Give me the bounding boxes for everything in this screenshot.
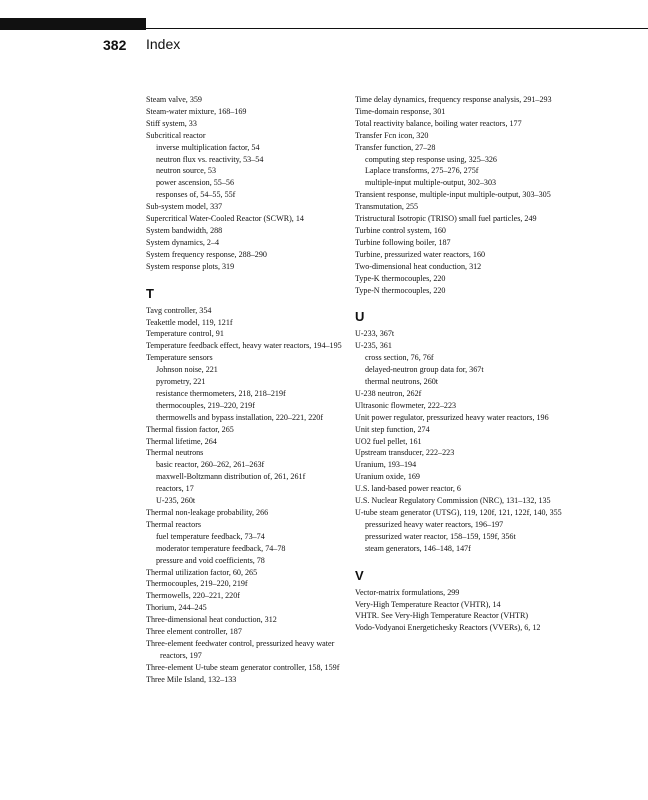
index-entry: Turbine, pressurized water reactors, 160: [355, 249, 486, 259]
index-subentry: Laplace transforms, 275–276, 275f: [365, 166, 479, 176]
index-entry: Thorium, 244–245: [146, 603, 207, 613]
index-entry: Transfer Fcn icon, 320: [355, 130, 429, 140]
index-entry: U-tube steam generator (UTSG), 119, 120f, 121, 122f, 140, 355: [355, 508, 562, 517]
index-entry: Temperature control, 91: [146, 329, 224, 339]
index-entry: Three-dimensional heat conduction, 312: [146, 615, 277, 625]
index-subentry: multiple-input multiple-output, 302–303: [365, 178, 497, 188]
index-entry: Ultrasonic flowmeter, 222–223: [355, 400, 457, 410]
index-entry: Thermal neutrons: [146, 448, 204, 458]
index-subentry: pyrometry, 221: [156, 377, 206, 387]
header-rule: [146, 28, 648, 29]
index-subentry: delayed-neutron group data for, 367t: [365, 365, 484, 375]
index-entry: Time-domain response, 301: [355, 106, 446, 116]
index-subentry: neutron source, 53: [156, 166, 217, 176]
index-subentry: moderator temperature feedback, 74–78: [156, 543, 286, 553]
index-entry: Three element controller, 187: [146, 627, 242, 637]
index-entry: Thermowells, 220–221, 220f: [146, 591, 240, 601]
index-letter-heading: V: [355, 567, 364, 583]
index-letter-heading: U: [355, 309, 365, 325]
index-entry: Turbine control system, 160: [355, 225, 446, 235]
index-subentry: power ascension, 55–56: [156, 178, 234, 188]
index-entry: U.S. Nuclear Regulatory Commission (NRC), 131–132, 135: [355, 496, 551, 506]
index-entry: Uranium, 193–194: [355, 460, 417, 470]
index-subentry: thermowells and bypass installation, 220–221, 220f: [156, 412, 324, 422]
index-entry: Type-N thermocouples, 220: [355, 285, 446, 295]
index-entry: Vector-matrix formulations, 299: [355, 587, 460, 597]
index-subentry: U-235, 260t: [156, 496, 196, 506]
index-entry: Uranium oxide, 169: [355, 472, 420, 482]
index-subentry: steam generators, 146–148, 147f: [365, 543, 471, 553]
index-entry: Sub-system model, 337: [146, 202, 223, 212]
index-entry: Three-element feedwater control, pressurized heavy water reactors, 197: [146, 638, 335, 660]
index-entry: UO2 fuel pellet, 161: [355, 436, 422, 446]
index-entry: Time delay dynamics, frequency response analysis, 291–293: [355, 95, 552, 104]
index-subentry: resistance thermometers, 218, 218–219f: [156, 388, 286, 398]
index-entry: Subcritical reactor: [146, 130, 206, 140]
index-subentry: thermal neutrons, 260t: [365, 377, 439, 387]
index-entry: Type-K thermocouples, 220: [355, 273, 446, 283]
index-entry: System dynamics, 2–4: [146, 237, 220, 247]
index-subentry: inverse multiplication factor, 54: [156, 142, 260, 152]
index-entry: Teakettle model, 119, 121f: [146, 317, 233, 327]
index-entry: Unit step function, 274: [355, 424, 430, 434]
index-column-left: [146, 94, 356, 686]
index-entry: Transfer function, 27–28: [355, 142, 436, 152]
index-subentry: pressurized heavy water reactors, 196–197: [365, 519, 504, 529]
index-subentry: Johnson noise, 221: [156, 365, 218, 375]
index-entry: U-233, 367t: [355, 329, 395, 339]
index-subentry: responses of, 54–55, 55f: [156, 190, 236, 200]
index-subentry: pressurized water reactor, 158–159, 159f, 356t: [365, 531, 516, 541]
index-subentry: neutron flux vs. reactivity, 53–54: [156, 154, 264, 164]
index-entry: Supercritical Water-Cooled Reactor (SCWR), 14: [146, 214, 304, 224]
index-entry: Transient response, multiple-input multiple-output, 303–305: [355, 190, 551, 200]
header-bar: [0, 18, 146, 30]
index-subentry: reactors, 17: [156, 484, 194, 494]
index-entry: U-238 neutron, 262f: [355, 388, 422, 398]
index-entry: Thermocouples, 219–220, 219f: [146, 579, 248, 589]
index-subentry: fuel temperature feedback, 73–74: [156, 531, 265, 541]
index-subentry: thermocouples, 219–220, 219f: [156, 400, 255, 410]
index-entry: System bandwidth, 288: [146, 225, 223, 235]
index-entry: Three-element U-tube steam generator controller, 158, 159f: [146, 662, 340, 672]
index-column-right: [355, 94, 577, 634]
index-entry: Vodo-Vodyanoi Energetichesky Reactors (VVERs), 6, 12: [355, 623, 541, 633]
index-subentry: basic reactor, 260–262, 261–263f: [156, 460, 265, 470]
index-entry: Thermal utilization factor, 60, 265: [146, 567, 258, 577]
index-entry: Thermal reactors: [146, 519, 202, 529]
index-entry: Tristructural Isotropic (TRISO) small fuel particles, 249: [355, 214, 537, 224]
index-entry: Upstream transducer, 222–223: [355, 448, 455, 458]
index-entry: Total reactivity balance, boiling water reactors, 177: [355, 118, 522, 128]
index-entry: System frequency response, 288–290: [146, 249, 267, 259]
index-entry: U.S. land-based power reactor, 6: [355, 484, 461, 494]
index-entry: Thermal fission factor, 265: [146, 424, 234, 434]
index-subentry: cross section, 76, 76f: [365, 353, 434, 363]
index-subentry: pressure and void coefficients, 78: [156, 555, 265, 565]
index-entry: Very-High Temperature Reactor (VHTR), 14: [355, 599, 501, 609]
index-entry: Tavg controller, 354: [146, 305, 212, 315]
page-number: 382: [103, 37, 127, 53]
index-entry: Unit power regulator, pressurized heavy water reactors, 196: [355, 412, 549, 422]
index-subentry: computing step response using, 325–326: [365, 154, 497, 164]
index-entry: Steam valve, 359: [146, 95, 202, 104]
index-letter-heading: T: [146, 285, 154, 301]
index-entry: Temperature sensors: [146, 353, 213, 363]
index-entry: Transmutation, 255: [355, 202, 419, 212]
index-subentry: maxwell-Boltzmann distribution of, 261, 261f: [156, 472, 306, 482]
index-entry: Temperature feedback effect, heavy water reactors, 194–195: [146, 341, 342, 351]
index-entry: VHTR. See Very-High Temperature Reactor (VHTR): [355, 611, 529, 621]
index-entry: Turbine following boiler, 187: [355, 237, 451, 247]
running-head: Index: [146, 36, 181, 52]
index-entry: Stiff system, 33: [146, 118, 197, 128]
index-entry: Steam-water mixture, 168–169: [146, 106, 247, 116]
index-entry: Thermal non-leakage probability, 266: [146, 508, 269, 517]
index-entry: U-235, 361: [355, 341, 392, 351]
index-entry: Three Mile Island, 132–133: [146, 674, 237, 684]
index-entry: Two-dimensional heat conduction, 312: [355, 261, 482, 271]
index-entry: Thermal lifetime, 264: [146, 436, 217, 446]
index-entry: System response plots, 319: [146, 261, 235, 271]
